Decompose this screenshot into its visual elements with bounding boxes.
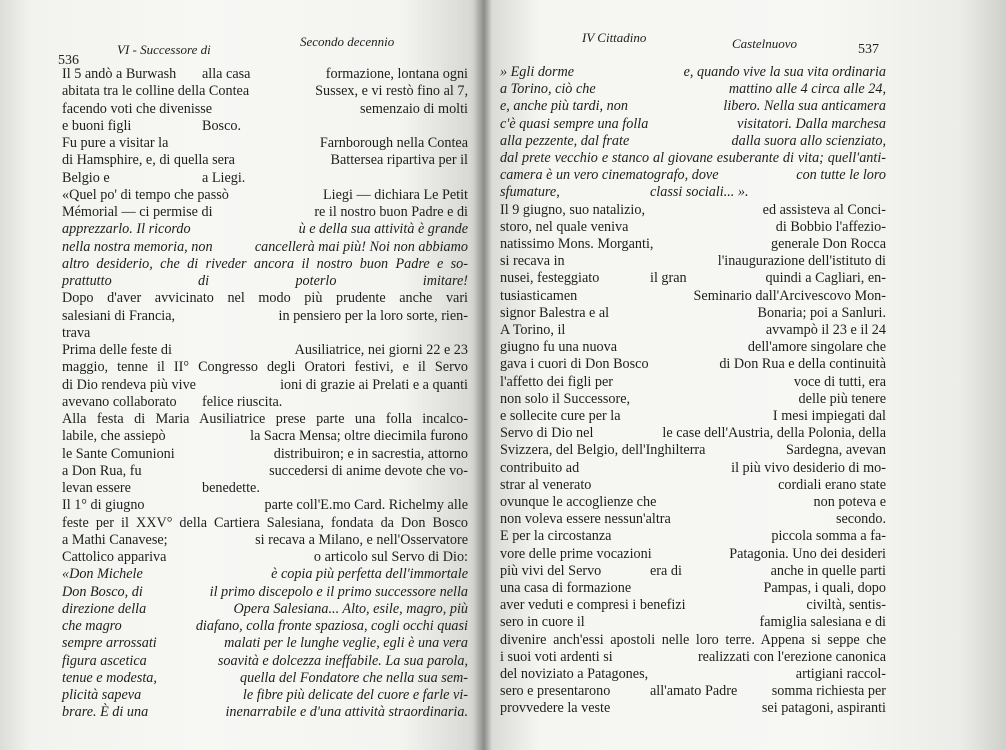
text-segment: inenarrabile e d'una attività straordinaria. bbox=[225, 704, 468, 721]
running-header-left: IV Cittadino bbox=[582, 30, 647, 45]
text-segment: Dopo d'aver avvicinato nel modo più prudente anche vari bbox=[62, 290, 468, 307]
text-segment: benedette. bbox=[202, 480, 260, 496]
text-segment: soavità e dolcezza ineffabile. La sua parola, bbox=[217, 652, 468, 669]
text-segment: prattutto di poterlo imitare! bbox=[62, 273, 468, 289]
text-segment: dal prete vecchio e stanco al giovane esuberante di vita; quell'anti- bbox=[500, 150, 886, 166]
text-segment: nusei, festeggiato bbox=[500, 270, 600, 287]
text-segment: figura ascetica bbox=[62, 652, 147, 669]
text-segment: Sussex, e vi restò fino al 7, bbox=[315, 83, 468, 100]
text-segment: piccola somma a fa- bbox=[771, 528, 886, 545]
text-segment: dell'amore singolare che bbox=[747, 339, 886, 356]
page-number: 536 bbox=[58, 53, 79, 68]
right-page bbox=[492, 0, 1006, 750]
text-segment: maggio, tenne il II° Congresso degli Oratori festivi, e il Servo bbox=[62, 359, 468, 376]
text-segment: Pampas, i quali, dopo bbox=[763, 580, 886, 596]
text-segment: giugno fu una nuova bbox=[500, 339, 618, 356]
text-segment: sfumature, bbox=[500, 184, 560, 201]
text-segment: tenue e modesta, bbox=[62, 669, 157, 686]
text-segment: avvampò il 23 e il 24 bbox=[765, 322, 886, 338]
text-line bbox=[500, 698, 886, 718]
text-segment: parte coll'E.mo Card. Richelmy alle bbox=[264, 497, 468, 514]
text-segment: divenire anch'essi apostoli nelle loro terre. Appena si seppe che bbox=[500, 631, 886, 648]
text-segment: libero. Nella sua anticamera bbox=[723, 98, 886, 115]
text-segment: levan essere bbox=[62, 480, 131, 496]
text-segment: » Egli dorme bbox=[500, 64, 575, 80]
text-segment: Opera Salesiana... Alto, esile, magro, più bbox=[233, 600, 468, 617]
text-segment: si recava in bbox=[500, 253, 565, 270]
text-segment: somma richiesta per bbox=[771, 683, 886, 700]
text-segment: il primo discepolo e il primo successore nella bbox=[209, 583, 468, 600]
text-segment: A Torino, il bbox=[500, 322, 566, 338]
text-segment: avevano collaborato bbox=[62, 393, 177, 410]
text-segment: delle più tenere bbox=[798, 390, 886, 407]
text-segment: natissimo Mons. Morganti, bbox=[500, 236, 654, 252]
text-segment: famiglia salesiana e di bbox=[759, 614, 886, 631]
text-segment: feste per il XXV° della Cartiera Salesiana, fondata da Don Bosco bbox=[62, 514, 468, 531]
text-segment: il gran bbox=[650, 270, 687, 287]
text-segment: Mémorial — ci permise di bbox=[62, 204, 213, 220]
text-segment: con tutte le loro bbox=[796, 167, 886, 184]
text-segment: una casa di formazione bbox=[500, 580, 632, 596]
text-segment: formazione, lontana ogni bbox=[325, 66, 468, 82]
text-segment: o articolo sul Servo di Dio: bbox=[313, 549, 468, 565]
text-segment: classi sociali... ». bbox=[650, 184, 749, 201]
text-segment: Patagonia. Uno dei desideri bbox=[729, 545, 886, 562]
text-segment: succedersi di anime devote che vo- bbox=[269, 462, 468, 479]
text-segment: l'inaugurazione dell'istituto di bbox=[717, 253, 886, 270]
text-segment: malati per le lunghe veglie, egli è una vera bbox=[224, 635, 468, 652]
text-segment: Don Bosco, di bbox=[62, 583, 143, 600]
text-segment: di Dio rendeva più vive bbox=[62, 376, 196, 393]
text-segment: c'è quasi sempre una folla bbox=[500, 115, 649, 132]
text-segment: Servo di Dio nel bbox=[500, 425, 594, 442]
text-segment: all'amato Padre bbox=[650, 683, 738, 700]
text-segment: la Sacra Mensa; oltre diecimila furono bbox=[250, 428, 468, 445]
text-segment: re il nostro buon Padre e di bbox=[314, 204, 468, 220]
text-segment: quindi a Cagliari, en- bbox=[765, 270, 886, 287]
text-segment: in pensiero per la loro sorte, rien- bbox=[278, 307, 468, 324]
text-segment: si recava a Milano, e nell'Osservatore bbox=[255, 531, 468, 548]
text-segment: sempre arrossati bbox=[62, 635, 157, 652]
text-segment: è copia più perfetta dell'immortale bbox=[271, 566, 468, 583]
text-segment: dalla suora allo scienziato, bbox=[731, 132, 886, 149]
text-segment: «Don Michele bbox=[62, 566, 143, 583]
text-segment: a Mathi Canavese; bbox=[62, 531, 168, 548]
text-segment: distribuiron; e in sacrestia, attorno bbox=[273, 445, 468, 462]
text-segment: civiltà, sentis- bbox=[806, 597, 886, 614]
text-segment: signor Balestra e al bbox=[500, 304, 610, 321]
text-segment: non poteva e bbox=[813, 494, 886, 510]
text-segment: brare. È di una bbox=[62, 704, 149, 721]
text-segment: e sollecite cure per la bbox=[500, 408, 621, 424]
text-segment: sei patagoni, aspiranti bbox=[761, 700, 886, 717]
text-segment: visitatori. Dalla marchesa bbox=[737, 115, 886, 132]
text-segment: artigiani raccol- bbox=[795, 666, 886, 682]
text-segment: a Torino, ciò che bbox=[500, 81, 596, 98]
text-segment: Ausiliatrice, nei giorni 22 e 23 bbox=[294, 342, 468, 358]
text-segment: Svizzera, del Belgio, dell'Inghilterra bbox=[500, 442, 706, 459]
text-segment: mattino alle 4 circa alle 24, bbox=[728, 81, 886, 98]
page-number: 537 bbox=[858, 42, 879, 57]
text-segment: salesiani di Francia, bbox=[62, 307, 176, 324]
text-segment: non solo il Successore, bbox=[500, 390, 631, 407]
text-segment: cordiali erano state bbox=[778, 476, 886, 493]
text-segment: nella nostra memoria, non bbox=[62, 238, 213, 255]
running-header-right: Secondo decennio bbox=[300, 34, 395, 49]
text-segment: E per la circostanza bbox=[500, 528, 612, 545]
text-segment: di Hamsphire, e, di quella sera bbox=[62, 152, 235, 169]
text-segment: vore delle prime vocazioni bbox=[500, 545, 652, 562]
text-segment: l'affetto dei figli per bbox=[500, 373, 613, 390]
text-segment: del noviziato a Patagones, bbox=[500, 666, 649, 682]
text-segment: generale Don Rocca bbox=[770, 236, 886, 252]
text-segment: le fibre più delicate del cuore e farle vi- bbox=[242, 687, 468, 703]
text-segment: Il 1° di giugno bbox=[62, 497, 145, 514]
text-segment: Battersea ripartiva per il bbox=[330, 152, 468, 169]
text-segment: alla casa bbox=[202, 66, 251, 82]
text-segment: i suoi voti ardenti si bbox=[500, 648, 613, 665]
text-segment: storo, nel quale veniva bbox=[500, 218, 629, 235]
running-header-right: Castelnuovo bbox=[732, 36, 797, 51]
text-segment: Seminario dall'Arcivescovo Mon- bbox=[693, 287, 886, 304]
text-segment: a Liegi. bbox=[202, 169, 246, 186]
text-segment: felice riuscita. bbox=[202, 393, 283, 410]
text-segment: ioni di grazie ai Prelati e a quanti bbox=[280, 376, 468, 393]
text-segment: contribuito ad bbox=[500, 459, 580, 476]
text-segment: Fu pure a visitar la bbox=[62, 135, 169, 151]
text-segment: il più vivo desiderio di mo- bbox=[731, 459, 886, 476]
left-page bbox=[0, 0, 474, 750]
text-segment: quella del Fondatore che nella sua sem- bbox=[240, 669, 468, 686]
text-segment: sero e presentarono bbox=[500, 683, 611, 700]
text-segment: secondo. bbox=[835, 511, 886, 528]
text-segment: plicità sapeva bbox=[62, 687, 142, 703]
text-segment: Farnborough nella Contea bbox=[319, 135, 468, 151]
text-segment: alla pezzente, dal frate bbox=[500, 132, 630, 149]
text-segment: Alla festa di Maria Ausiliatrice prese parte una folla incalco- bbox=[62, 411, 468, 427]
text-segment: Belgio e bbox=[62, 169, 110, 186]
text-segment: diafano, colla fronte spaziosa, cogli occhi quasi bbox=[195, 618, 468, 634]
text-segment: realizzati con l'erezione canonica bbox=[697, 648, 886, 665]
text-line bbox=[62, 702, 468, 722]
text-segment: «Quel po' di tempo che passò bbox=[62, 186, 229, 203]
text-segment: e, anche più tardi, non bbox=[500, 98, 628, 115]
text-segment: abitata tra le colline della Contea bbox=[62, 83, 250, 100]
text-segment: apprezzarlo. Il ricordo bbox=[62, 221, 191, 238]
text-segment: altro desiderio, che di riveder ancora il nostro buon Padre e so- bbox=[62, 255, 468, 272]
text-segment: Liegi — dichiara Le Petit bbox=[323, 186, 468, 203]
text-segment: e, quando vive la sua vita ordinaria bbox=[683, 64, 886, 80]
text-segment: Cattolico appariva bbox=[62, 549, 167, 565]
text-segment: non voleva essere nessun'altra bbox=[500, 511, 671, 528]
text-segment: direzione della bbox=[62, 600, 147, 617]
text-segment: Il 9 giugno, suo natalizio, bbox=[500, 201, 646, 218]
text-segment: cancellerà mai più! Noi non abbiamo bbox=[254, 238, 468, 255]
text-segment: più vivi del Servo bbox=[500, 562, 602, 579]
text-segment: Bosco. bbox=[202, 117, 242, 134]
text-segment: ù e della sua attività è grande bbox=[298, 221, 468, 238]
text-segment: di Don Rua e della continuità bbox=[719, 356, 886, 373]
text-segment: le case dell'Austria, della Polonia, della bbox=[662, 425, 886, 442]
text-segment: semenzaio di molti bbox=[360, 100, 468, 117]
text-segment: Bonaria; poi a Sanluri. bbox=[757, 304, 886, 321]
text-segment: di Bobbio l'affezio- bbox=[775, 218, 886, 235]
text-segment: era di bbox=[650, 562, 682, 579]
text-segment: camera è un vero cinematografo, dove bbox=[500, 167, 719, 184]
text-segment: che magro bbox=[62, 618, 122, 634]
text-segment: aver veduti e compresi i benefizi bbox=[500, 597, 686, 614]
text-segment: ed assisteva al Conci- bbox=[762, 201, 886, 218]
book-gutter bbox=[474, 0, 492, 750]
text-segment: le Sante Comunioni bbox=[62, 445, 175, 462]
text-segment: anche in quelle parti bbox=[770, 562, 886, 579]
text-segment: facendo voti che divenisse bbox=[62, 100, 213, 117]
text-segment: provvedere la veste bbox=[500, 700, 611, 717]
running-header-left: VI - Successore di bbox=[117, 42, 211, 57]
text-segment: e buoni figli bbox=[62, 117, 132, 134]
text-segment: Prima delle feste di bbox=[62, 342, 172, 358]
text-segment: a Don Rua, fu bbox=[62, 462, 142, 479]
text-segment: strar al venerato bbox=[500, 476, 592, 493]
text-segment: voce di tutti, era bbox=[793, 373, 886, 390]
text-segment: ovunque le accoglienze che bbox=[500, 494, 657, 510]
text-segment: I mesi impiegati dal bbox=[772, 408, 886, 424]
text-segment: Sardegna, avevan bbox=[785, 442, 886, 459]
text-segment: labile, che assiepò bbox=[62, 428, 166, 445]
text-segment: trava bbox=[62, 324, 91, 341]
text-segment: Il 5 andò a Burwash bbox=[62, 66, 177, 82]
text-segment: sero in cuore il bbox=[500, 614, 585, 631]
text-segment: tusiasticamen bbox=[500, 287, 578, 304]
text-segment: gava i cuori di Don Bosco bbox=[500, 356, 649, 373]
